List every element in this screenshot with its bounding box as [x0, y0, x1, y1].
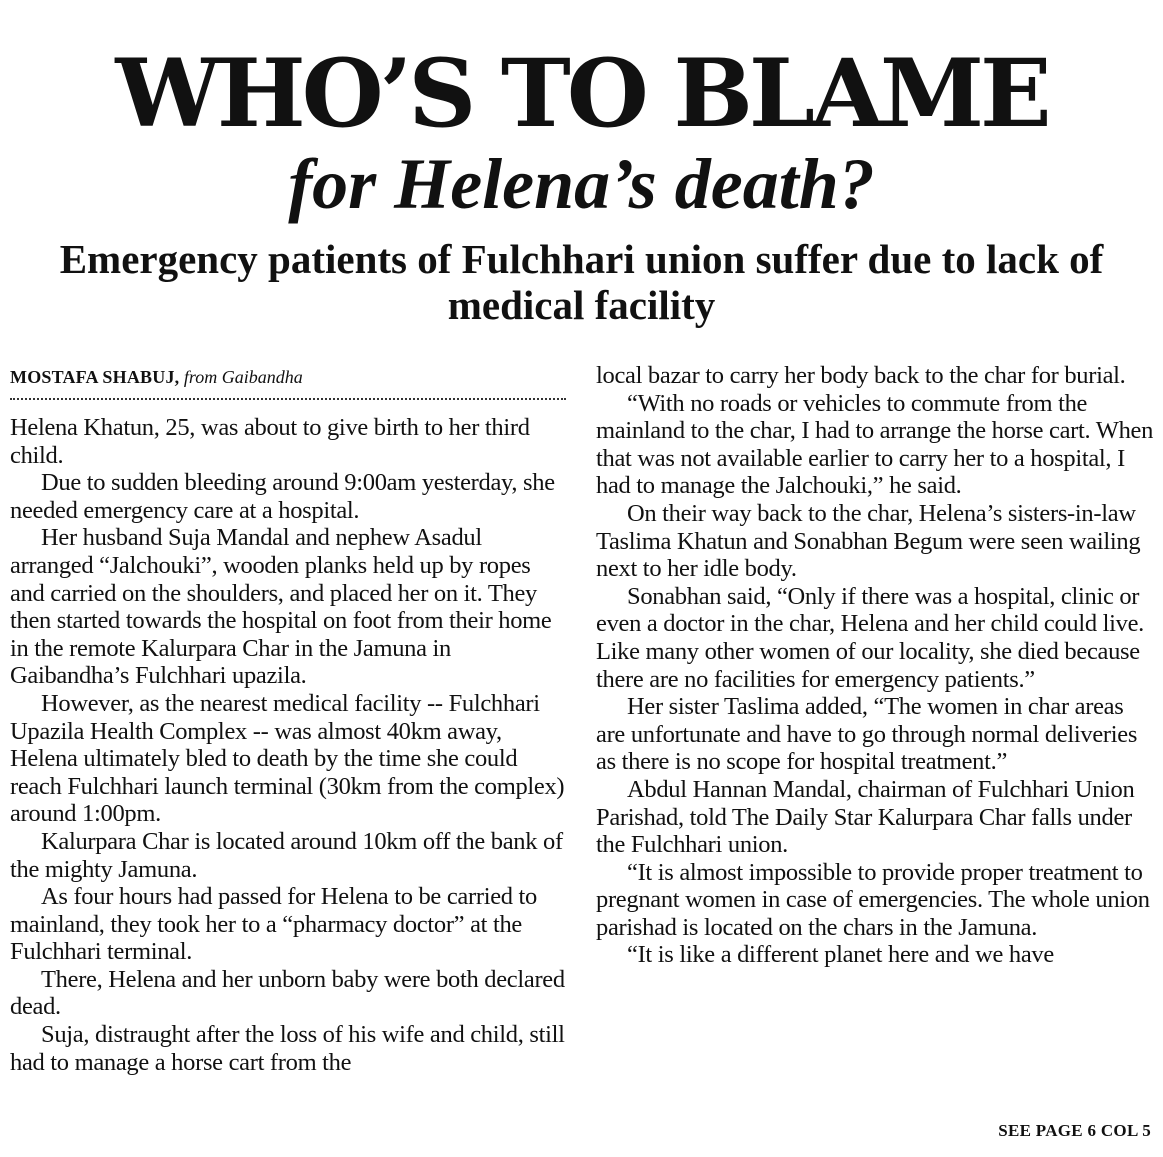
paragraph: Her husband Suja Mandal and nephew Asadul arranged “Jalchouki”, wooden planks held up by ropes and carried on the shoulders, and placed her on it. They then started towards the hospital on foot from their home in the remote Kalurpara Char in the Jamuna in Gaibandha’s Fulchhari upazila.: [10, 524, 552, 690]
byline-author: MOSTAFA SHABUJ,: [10, 367, 180, 387]
paragraph: “With no roads or vehicles to commute from the mainland to the char, I had to arrange the horse cart. When that was not available earlier to carry her to a hospital, I had to manage the Jalchouki,” he said.: [596, 389, 1154, 500]
kicker-subheadline: for Helena’s death?: [288, 144, 875, 224]
paragraph: Due to sudden bleeding around 9:00am yesterday, she needed emergency care at a hospital.: [10, 469, 555, 524]
article-column-right: [596, 362, 1156, 969]
paragraph: On their way back to the char, Helena’s sisters-in-law Taslima Khatun and Sonabhan Begum were seen wailing next to her idle body.: [596, 499, 1141, 583]
deck-subheadline: Emergency patients of Fulchhari union suffer due to lack of medical facility: [59, 236, 1104, 328]
paragraph: As four hours had passed for Helena to be carried to mainland, they took her to a “pharmacy doctor” at the Fulchhari terminal.: [10, 883, 538, 966]
paragraph-continued: local bazar to carry her body back to the char for burial.: [596, 362, 1126, 389]
paragraph: “It is almost impossible to provide proper treatment to pregnant women in case of emergencies. The whole union parishad is located on the chars in the Jamuna.: [596, 858, 1150, 941]
paragraph: Kalurpara Char is located around 10km off the bank of the mighty Jamuna.: [10, 827, 563, 883]
paragraph: However, as the nearest medical facility -- Fulchhari Upazila Health Complex -- was almost 40km away, Helena ultimately bled to death by the time she could reach Fulchhari launch terminal (30km from the complex) around 1:00pm.: [10, 689, 565, 828]
paragraph: Suja, distraught after the loss of his wife and child, still had to manage a horse cart from the: [10, 1021, 565, 1076]
paragraph: “It is like a different planet here and we have: [627, 941, 1054, 969]
paragraph: Helena Khatun, 25, was about to give birth to her third child.: [10, 414, 530, 469]
byline: [10, 366, 566, 400]
headline: WHO’S TO BLAME: [115, 39, 1048, 149]
paragraph: There, Helena and her unborn baby were both declared dead.: [10, 965, 565, 1021]
paragraph: Sonabhan said, “Only if there was a hospital, clinic or even a doctor in the char, Helena and her child could live. Like many other women of our locality, she died because there are no facilities for emergency patients.”: [596, 582, 1144, 693]
paragraph: Her sister Taslima added, “The women in char areas are unfortunate and have to go through normal deliveries as there is no scope for hospital treatment.”: [596, 693, 1138, 776]
jump-line: SEE PAGE 6 COL 5: [998, 1121, 1151, 1140]
paragraph: Abdul Hannan Mandal, chairman of Fulchhari Union Parishad, told The Daily Star Kalurpara Char falls under the Fulchhari union.: [596, 775, 1135, 859]
article-column-left: [10, 414, 570, 1076]
byline-place: from Gaibandha: [183, 367, 303, 387]
